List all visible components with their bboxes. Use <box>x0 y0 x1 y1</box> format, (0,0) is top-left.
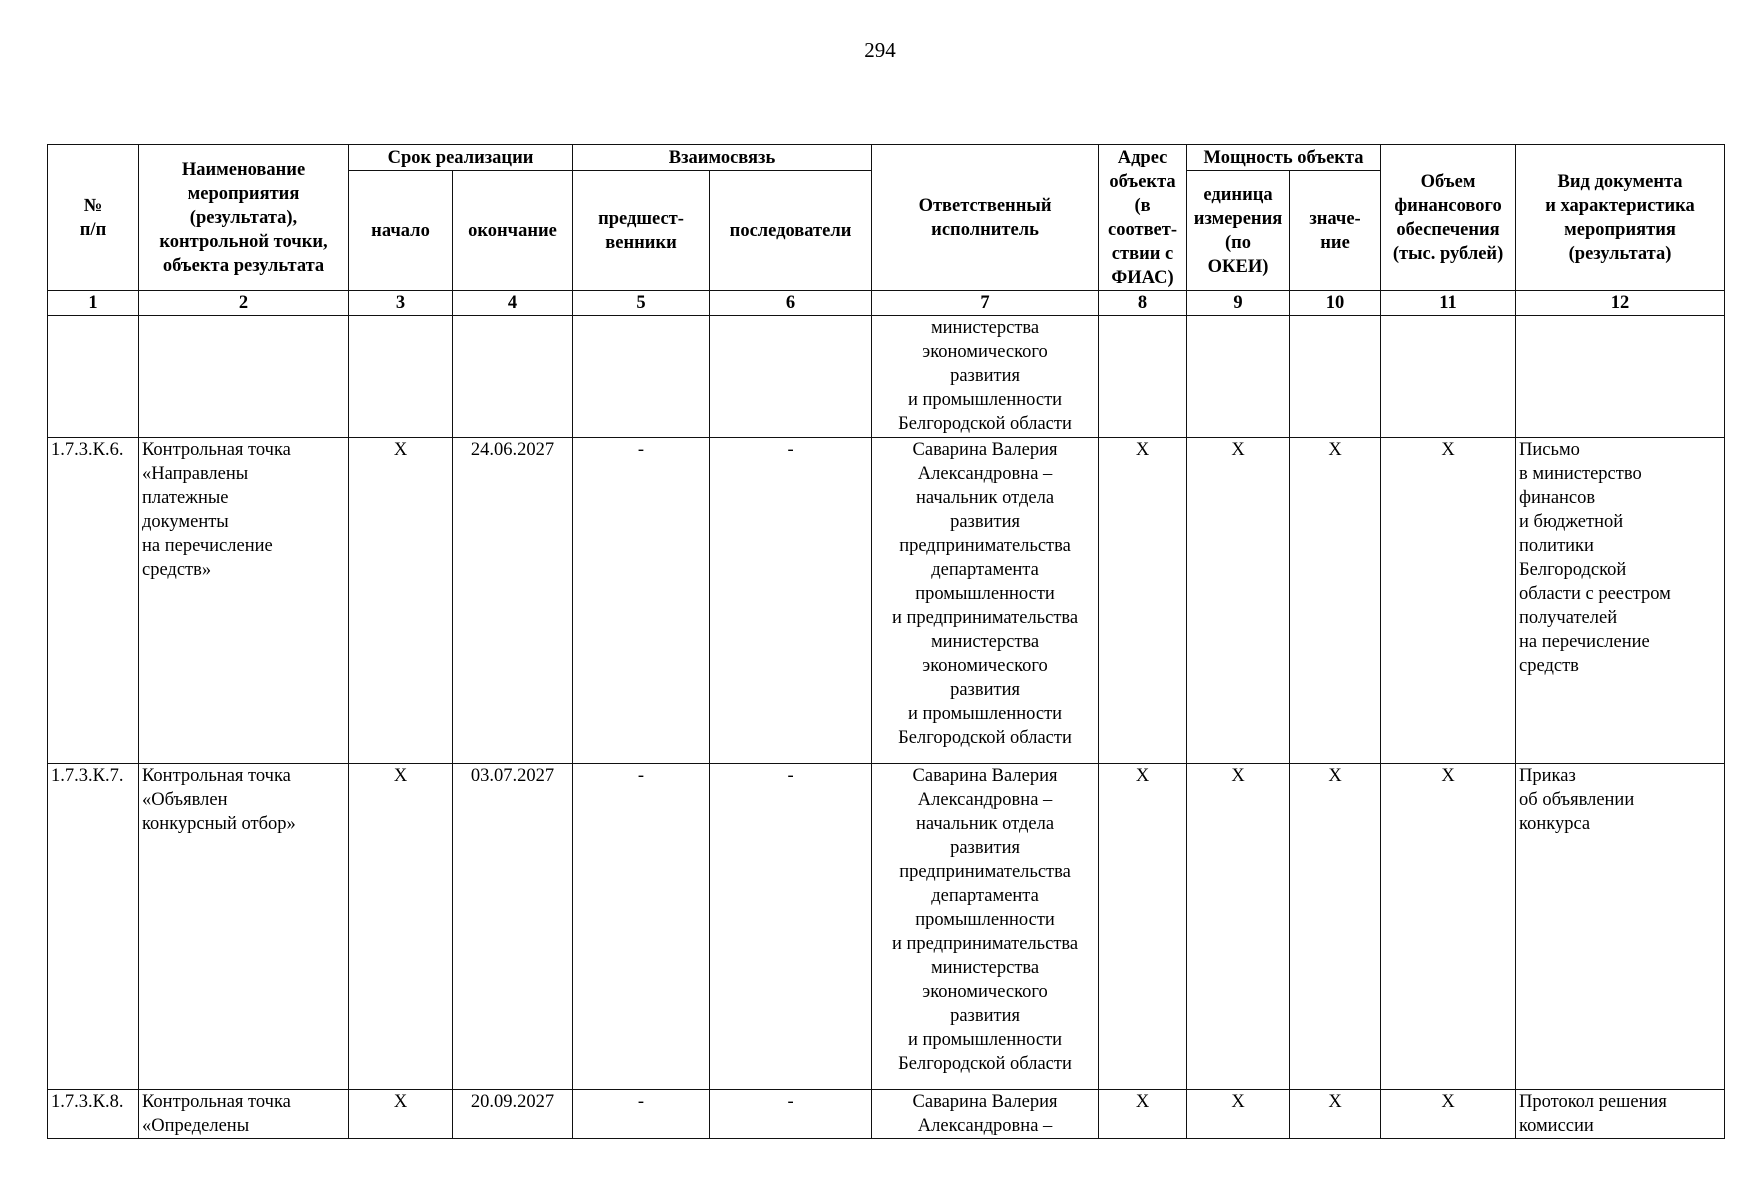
column-number: 9 <box>1187 291 1290 316</box>
cell-pred <box>573 316 710 438</box>
column-number: 8 <box>1099 291 1187 316</box>
header-power-value: значе- ние <box>1290 171 1381 291</box>
cell-name: Контрольная точка «Определены <box>139 1090 349 1139</box>
cell-start: X <box>349 1090 453 1139</box>
cell-doc: Протокол решения комиссии <box>1516 1090 1725 1139</box>
header-link-pred: предшест- венники <box>573 171 710 291</box>
table-row <box>48 764 1725 1090</box>
cell-responsible: Саварина Валерия Александровна – начальник отдела развития предпринимательства департамента промышленности и предпринимательства министерства экономического развития и промышленности Белгородской области <box>872 764 1099 1090</box>
cell-finance <box>1381 316 1516 438</box>
column-number-row <box>48 291 1725 316</box>
cell-end: 24.06.2027 <box>453 438 573 764</box>
cell-succ <box>710 316 872 438</box>
table-row <box>48 1090 1725 1139</box>
column-number: 10 <box>1290 291 1381 316</box>
cell-num <box>48 316 139 438</box>
cell-doc: Приказ об объявлении конкурса <box>1516 764 1725 1090</box>
cell-responsible: Саварина Валерия Александровна – начальник отдела развития предпринимательства департамента промышленности и предпринимательства министерства экономического развития и промышленности Белгородской области <box>872 438 1099 764</box>
cell-name: Контрольная точка «Объявлен конкурсный отбор» <box>139 764 349 1090</box>
cell-address: X <box>1099 438 1187 764</box>
cell-unit: X <box>1187 438 1290 764</box>
header-doc-type: Вид документа и характеристика мероприятия (результата) <box>1516 145 1725 291</box>
cell-address <box>1099 316 1187 438</box>
cell-num: 1.7.3.К.6. <box>48 438 139 764</box>
header-link-succ: последователи <box>710 171 872 291</box>
cell-value: X <box>1290 1090 1381 1139</box>
cell-name <box>139 316 349 438</box>
cell-value: X <box>1290 438 1381 764</box>
header-term-start: начало <box>349 171 453 291</box>
header-power-group: Мощность объекта <box>1187 145 1381 171</box>
cell-start: X <box>349 764 453 1090</box>
page-number: 294 <box>864 38 896 62</box>
column-number: 4 <box>453 291 573 316</box>
cell-end: 20.09.2027 <box>453 1090 573 1139</box>
cell-doc: Письмо в министерство финансов и бюджетной политики Белгородской области с реестром получателей на перечисление средств <box>1516 438 1725 764</box>
column-number: 12 <box>1516 291 1725 316</box>
cell-unit: X <box>1187 1090 1290 1139</box>
column-number: 6 <box>710 291 872 316</box>
cell-succ: - <box>710 764 872 1090</box>
cell-start: X <box>349 438 453 764</box>
cell-pred: - <box>573 1090 710 1139</box>
header-term-group: Срок реализации <box>349 145 573 171</box>
activities-table <box>47 144 1725 1139</box>
cell-value: X <box>1290 764 1381 1090</box>
cell-value <box>1290 316 1381 438</box>
header-term-end: окончание <box>453 171 573 291</box>
header-name: Наименование мероприятия (результата), контрольной точки, объекта результата <box>139 145 349 291</box>
table-row <box>48 316 1725 438</box>
cell-unit: X <box>1187 764 1290 1090</box>
cell-finance: X <box>1381 1090 1516 1139</box>
header-num: № п/п <box>48 145 139 291</box>
cell-end: 03.07.2027 <box>453 764 573 1090</box>
cell-finance: X <box>1381 764 1516 1090</box>
cell-num: 1.7.3.К.7. <box>48 764 139 1090</box>
cell-succ: - <box>710 1090 872 1139</box>
header-finance: Объем финансового обеспечения (тыс. рублей) <box>1381 145 1516 291</box>
column-number: 5 <box>573 291 710 316</box>
column-number: 11 <box>1381 291 1516 316</box>
header-address: Адрес объекта (в соответ- ствии с ФИАС) <box>1099 145 1187 291</box>
cell-end <box>453 316 573 438</box>
cell-num: 1.7.3.К.8. <box>48 1090 139 1139</box>
cell-finance: X <box>1381 438 1516 764</box>
header-power-unit: единица измерения (по ОКЕИ) <box>1187 171 1290 291</box>
cell-start <box>349 316 453 438</box>
column-number: 3 <box>349 291 453 316</box>
header-responsible: Ответственный исполнитель <box>872 145 1099 291</box>
cell-responsible: Саварина Валерия Александровна – <box>872 1090 1099 1139</box>
cell-responsible: министерства экономического развития и промышленности Белгородской области <box>872 316 1099 438</box>
cell-doc <box>1516 316 1725 438</box>
column-number: 1 <box>48 291 139 316</box>
cell-unit <box>1187 316 1290 438</box>
table-row <box>48 438 1725 764</box>
cell-address: X <box>1099 764 1187 1090</box>
cell-pred: - <box>573 438 710 764</box>
cell-name: Контрольная точка «Направлены платежные документы на перечисление средств» <box>139 438 349 764</box>
header-link-group: Взаимосвязь <box>573 145 872 171</box>
cell-address: X <box>1099 1090 1187 1139</box>
column-number: 2 <box>139 291 349 316</box>
cell-succ: - <box>710 438 872 764</box>
cell-pred: - <box>573 764 710 1090</box>
column-number: 7 <box>872 291 1099 316</box>
